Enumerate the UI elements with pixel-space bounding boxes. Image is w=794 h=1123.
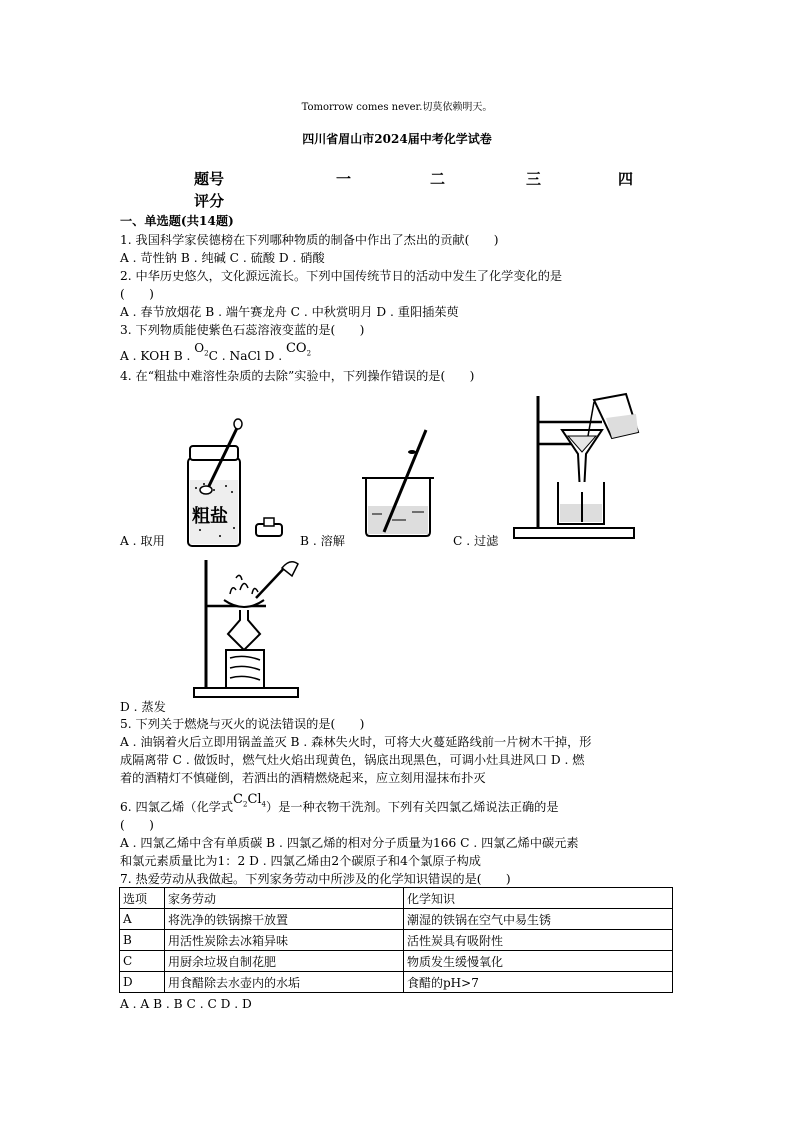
table-row [120, 930, 673, 951]
q3-formula-o2: $O_2$ [194, 341, 209, 358]
q3-options [120, 341, 312, 366]
q4-label-a: A . 取用 [120, 534, 165, 548]
q1-stem: 1. 我国科学家侯德榜在下列哪种物质的制备中作出了杰出的贡献( ) [120, 233, 499, 247]
q1-options: A . 苛性钠 B . 纯碱 C . 硫酸 D . 硝酸 [120, 251, 325, 265]
table-header-cell: 家务劳动 [165, 888, 404, 909]
figure-d-evaporation [186, 554, 316, 700]
table-row [120, 909, 673, 930]
q3-stem: 3. 下列物质能使紫色石蕊溶液变蓝的是( ) [120, 323, 365, 337]
table-cell: 食醋的pH>7 [404, 972, 673, 993]
q3-option-c: C . NaCl D . [208, 349, 286, 363]
table-cell: 物质发生缓慢氧化 [404, 951, 673, 972]
jar-label: 粗盐 [192, 506, 228, 527]
q4-label-d: D . 蒸发 [120, 700, 166, 714]
q5-options-line3: 着的酒精灯不慎碰倒，若洒出的酒精燃烧起来，应立刻用湿抹布扑灭 [120, 771, 486, 785]
table-cell: 用食醋除去水壶内的水垢 [165, 972, 404, 993]
q6-formula: $C_2Cl_4$ [233, 792, 267, 809]
q5-stem: 5. 下列关于燃烧与灭火的说法错误的是( ) [120, 717, 365, 731]
figure-b-dissolving [360, 428, 440, 538]
q2-stem: 2. 中华历史悠久，文化源远流长。下列中国传统节日的活动中发生了化学变化的是 [120, 269, 563, 283]
table-row [120, 972, 673, 993]
score-label-score: 评分 [194, 192, 225, 210]
table-cell: 用活性炭除去冰箱异味 [165, 930, 404, 951]
q3-option-a: A . KOH B . [120, 349, 195, 363]
score-col-4: 四 [618, 170, 634, 188]
table-cell: 用厨余垃圾自制花肥 [165, 951, 404, 972]
q6-stem-paren: ( ) [120, 818, 154, 832]
section-heading: 一、单选题(共14题) [120, 214, 234, 228]
table-cell: C [120, 951, 165, 972]
score-col-2: 二 [430, 170, 446, 188]
q2-stem-paren: ( ) [120, 287, 154, 301]
q7-options: A . A B . B C . C D . D [120, 997, 252, 1011]
table-header-row [120, 888, 673, 909]
table-cell: B [120, 930, 165, 951]
score-col-3: 三 [526, 170, 542, 188]
q3-formula-co2: $CO_2$ [285, 341, 312, 358]
figure-c-filtration [510, 392, 645, 542]
page-title: 四川省眉山市2024届中考化学试卷 [302, 132, 492, 146]
table-cell: D [120, 972, 165, 993]
table-header-cell: 选项 [120, 888, 165, 909]
score-label-number: 题号 [194, 170, 225, 188]
q6-options-line2: 和氯元素质量比为1：2 D . 四氯乙烯由2个碳原子和4个氯原子构成 [120, 854, 481, 868]
table-cell: 活性炭具有吸附性 [404, 930, 673, 951]
motto: Tomorrow comes never.切莫依赖明天。 [301, 102, 493, 113]
q4-label-b: B . 溶解 [300, 534, 345, 548]
q7-stem: 7. 热爱劳动从我做起。下列家务劳动中所涉及的化学知识错误的是( ) [120, 872, 511, 886]
q5-options-line2: 成隔离带 C . 做饭时，燃气灶火焰出现黄色，锅底出现黑色，可调小灶具进风口 D . 燃 [120, 753, 585, 767]
table-cell: A [120, 909, 165, 930]
table-header-cell: 化学知识 [404, 888, 673, 909]
q4-label-c: C . 过滤 [453, 534, 499, 548]
figure-a-salt-jar [180, 418, 290, 548]
q6-stem: 6. 四氯乙烯（化学式$C_2Cl_4$）是一种衣物干洗剂。下列有关四氯乙烯说法正确的是 [120, 792, 559, 814]
table-cell: 潮湿的铁锅在空气中易生锈 [404, 909, 673, 930]
q6-options-line1: A . 四氯乙烯中含有单质碳 B . 四氯乙烯的相对分子质量为166 C . 四氯乙烯中碳元素 [120, 836, 579, 850]
score-col-1: 一 [336, 170, 352, 188]
q5-options-line1: A . 油锅着火后立即用锅盖盖灭 B . 森林失火时，可将大火蔓延路线前一片树木干掉，形 [120, 735, 592, 749]
q2-options: A . 春节放烟花 B . 端午赛龙舟 C . 中秋赏明月 D . 重阳插茱萸 [120, 305, 459, 319]
q4-stem: 4. 在“粗盐中难溶性杂质的去除”实验中，下列操作错误的是( ) [120, 369, 475, 383]
q7-table [119, 887, 673, 993]
table-row [120, 951, 673, 972]
table-cell: 将洗净的铁锅擦干放置 [165, 909, 404, 930]
